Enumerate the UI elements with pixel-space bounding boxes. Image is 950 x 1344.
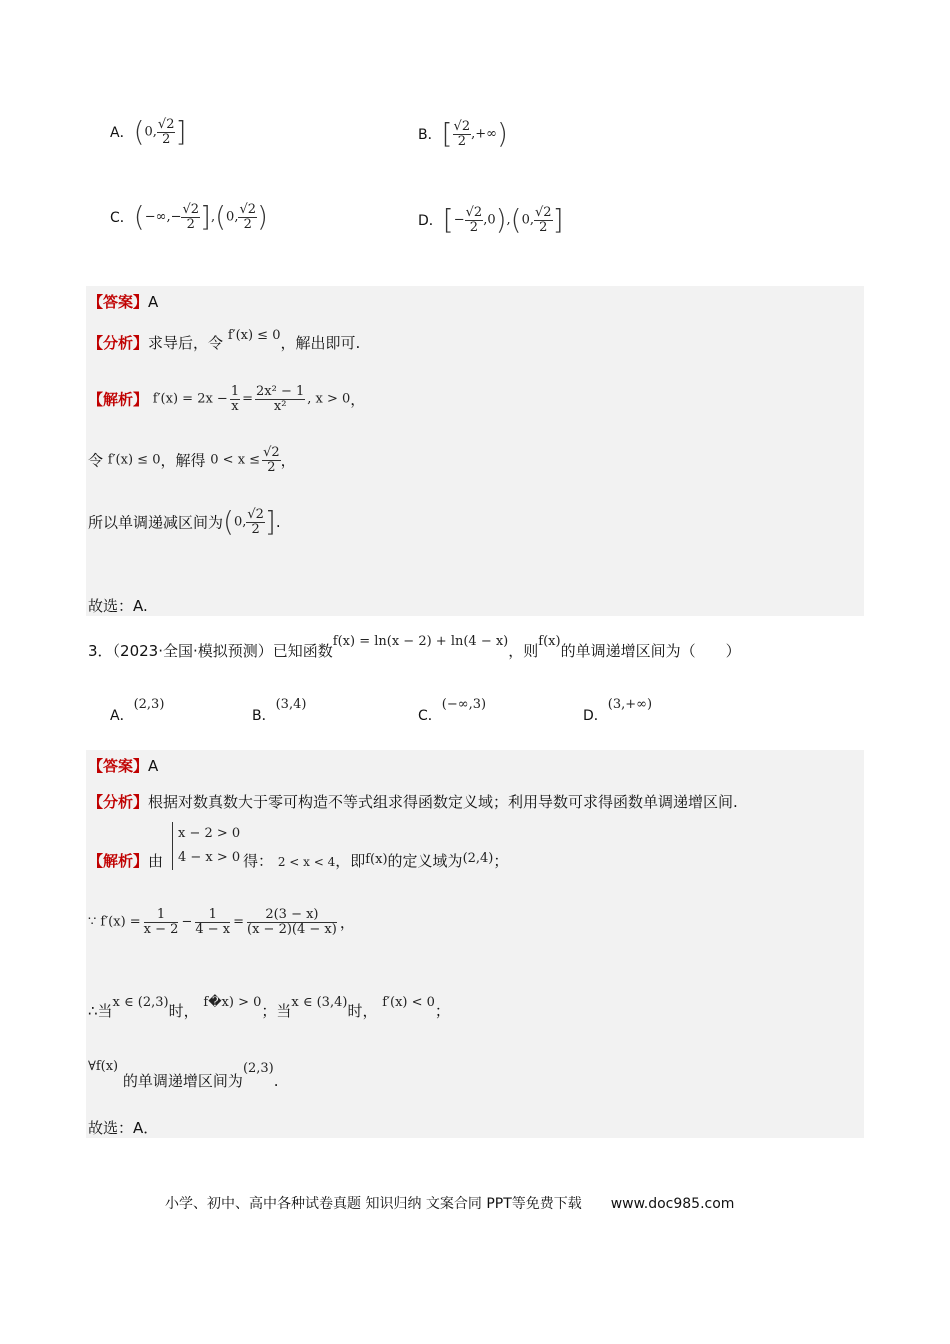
q3-analysis: 【分析】根据对数真数大于零可构造不等式组求得函数定义域；利用导数可求得函数单调递增区间. xyxy=(88,793,738,811)
option-label: D． xyxy=(418,213,443,230)
q2-option-b: B．[ $\frac{√2}{2}$ ,+∞) xyxy=(418,117,508,151)
footer xyxy=(165,1193,734,1213)
q3-derivative: ∵ f′(x) = $\frac{1}{x - 2}$ − $\frac{1}{4 - x}$ = $\frac{2(3 - x)}{(x - 2)(4 - x)}$ ， xyxy=(88,907,355,937)
q3-answer: 【答案】A xyxy=(88,757,159,775)
q3-option-b: B．(3,4) xyxy=(252,697,307,724)
answer-tag: 【答案】 xyxy=(88,293,149,311)
q2-conclusion: 故选：A. xyxy=(88,597,148,615)
q3-conclusion: 故选：A． xyxy=(88,1119,159,1137)
option-label: B． xyxy=(418,127,442,144)
option-label: C． xyxy=(110,210,134,227)
answer-value: A xyxy=(148,293,159,311)
q2-line2: 令 f′(x) ≤ 0，解得 0 < x ≤ $\frac{√2}{2}$ ， xyxy=(88,445,296,475)
q3-option-c: C．(−∞,3) xyxy=(418,697,487,724)
footer-url[interactable]: www.doc985.com xyxy=(610,1196,735,1212)
q3-solution-line1: 【解析】由 得： 2 < x < 4，即f(x)的定义域为(2,4)； xyxy=(88,851,509,870)
option-label: A． xyxy=(110,125,134,142)
q3-inequality-system: x − 2 > 0 4 − x > 0 xyxy=(172,822,240,870)
q2-option-c: C．(−∞,− $\frac{√2}{2}$ ],(0, $\frac{√2}{2}$ ) xyxy=(110,200,268,234)
q2-analysis: 【分析】求导后，令 f′(x) ≤ 0，解出即可. xyxy=(88,328,361,352)
q3-monotonic-line: ∴当x ∈ (2,3)时， f�x) > 0；当x ∈ (3,4)时， f′(x) < 0； xyxy=(88,995,450,1020)
q3-option-d: D．(3,+∞) xyxy=(583,697,653,724)
q2-option-a: A．(0, $\frac{√2}{2}$ ] xyxy=(110,115,187,149)
solution-tag: 【解析】 xyxy=(88,390,149,409)
question-number: 3． xyxy=(88,642,113,660)
q3-result-line: ∀f(x) 的单调递增区间为(2,3). xyxy=(88,1059,279,1090)
q2-answer xyxy=(88,291,158,312)
footer-text: 小学、初中、高中各种试卷真题 知识归纳 文案合同 PPT等免费下载 xyxy=(165,1196,582,1212)
q3-stem: 3．（2023·全国·模拟预测）已知函数f(x) = ln(x − 2) + ln(4 − x)，则f(x)的单调递增区间为（ ） xyxy=(88,634,741,660)
q2-solution: 【解析】 f′(x) = 2x − $\frac{1}{x}$ = $\frac{\text{2x² − 1}}{\text{x²}}$ , x > 0， xyxy=(88,384,366,414)
q3-option-a: A．(2,3) xyxy=(110,697,165,724)
question-source: （2023·全国·模拟预测） xyxy=(112,642,273,660)
q2-line3: 所以单调递减区间为(0, $\frac{√2}{2}$ ]. xyxy=(88,505,281,539)
q2-option-d: D．[− $\frac{√2}{2}$ ,0),(0, $\frac{√2}{2}$ ] xyxy=(418,203,564,237)
analysis-tag: 【分析】 xyxy=(88,334,149,352)
